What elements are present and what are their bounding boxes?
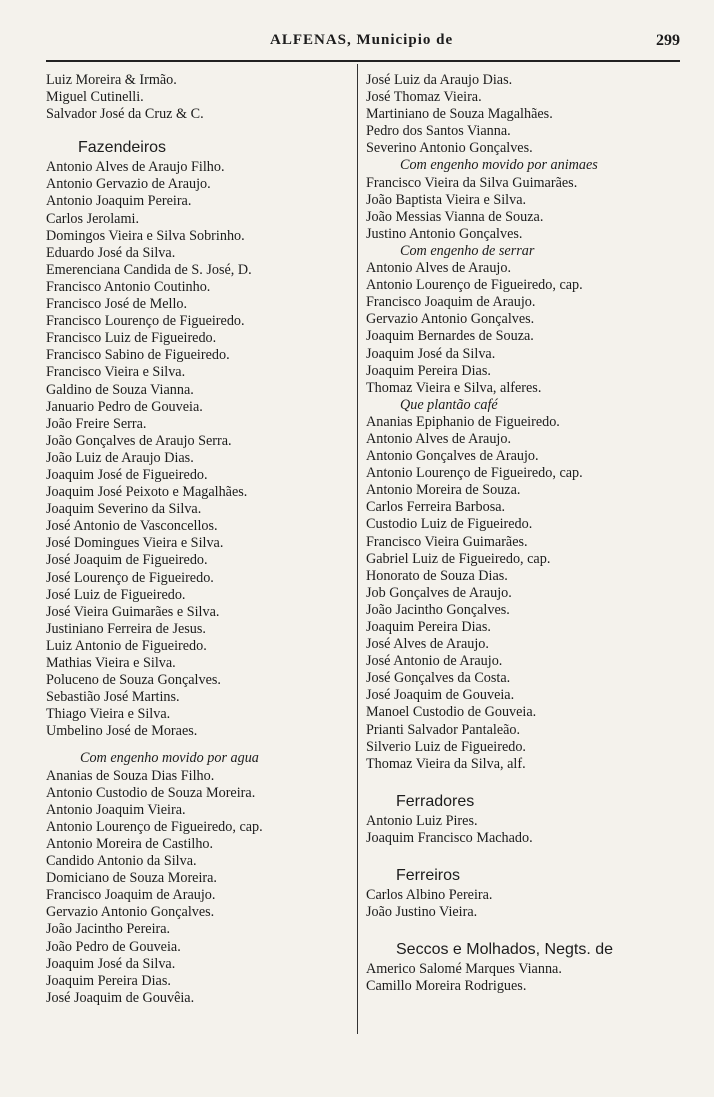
list-entry: Antonio Luiz Pires.	[366, 812, 478, 829]
list-entry: Antonio Alves de Araujo.	[366, 260, 512, 277]
list-entry: Justiniano Ferreira de Jesus.	[46, 620, 206, 637]
list-entry: Francisco Vieira e Silva.	[46, 364, 186, 381]
list-entry: Antonio Lourenço de Figueiredo, cap.	[366, 277, 583, 294]
list-entry: José Luiz de Figueiredo.	[46, 586, 186, 603]
list-entry: Gervazio Antonio Gonçalves.	[366, 311, 535, 328]
list-entry: Francisco Joaquim de Araujo.	[366, 294, 536, 311]
list-entry: José Antonio de Vasconcellos.	[46, 518, 218, 535]
list-entry: Severino Antonio Gonçalves.	[366, 140, 533, 157]
list-entry: Antonio Moreira de Castilho.	[46, 835, 214, 852]
list-entry: Antonio Joaquim Pereira.	[46, 193, 192, 210]
list-entry: Eduardo José da Silva.	[46, 244, 176, 261]
list-entry: Antonio Joaquim Vieira.	[46, 801, 186, 818]
list-entry: Antonio Gervazio de Araujo.	[46, 176, 211, 193]
running-header	[40, 30, 680, 58]
list-entry: Francisco Antonio Coutinho.	[46, 278, 211, 295]
seccos-list	[366, 961, 666, 995]
list-entry: Joaquim Pereira Dias.	[46, 972, 171, 989]
list-entry: Candido Antonio da Silva.	[46, 853, 197, 870]
list-entry: Joaquim Bernardes de Souza.	[366, 328, 534, 345]
list-entry: João Justino Vieira.	[366, 904, 478, 921]
list-entry: José Gonçalves da Costa.	[366, 670, 511, 687]
engenho-animaes-list	[366, 175, 666, 243]
list-entry: José Thomaz Vieira.	[366, 89, 482, 106]
list-entry: Joaquim Severino da Silva.	[46, 501, 202, 518]
list-entry: Prianti Salvador Pantaleão.	[366, 721, 521, 738]
list-entry: João Gonçalves de Araujo Serra.	[46, 432, 232, 449]
right-column	[366, 72, 666, 995]
list-entry: Antonio Alves de Araujo.	[366, 430, 512, 447]
list-entry: Honorato de Souza Dias.	[366, 567, 508, 584]
list-entry: José Joaquim de Gouvêia.	[46, 989, 195, 1006]
list-entry: Carlos Albino Pereira.	[366, 887, 493, 904]
list-entry: Salvador José da Cruz & C.	[46, 106, 204, 123]
section-heading-fazendeiros: Fazendeiros	[78, 139, 167, 157]
fazendeiros-list	[46, 159, 352, 740]
list-entry: José Luiz da Araujo Dias.	[366, 72, 513, 88]
plantao-cafe-list	[366, 414, 666, 773]
list-entry: Joaquim Francisco Machado.	[366, 829, 533, 846]
list-entry: Joaquim Pereira Dias.	[366, 619, 491, 635]
column-divider	[357, 64, 358, 1034]
list-entry: Domiciano de Souza Moreira.	[46, 870, 217, 887]
left-column	[46, 72, 352, 1007]
subheading-plantao-cafe: Que plantão café	[400, 396, 498, 413]
list-entry: Silverio Luiz de Figueiredo.	[366, 738, 526, 755]
list-entry: Poluceno de Souza Gonçalves.	[46, 672, 221, 689]
list-entry: João Jacintho Gonçalves.	[366, 601, 510, 618]
list-entry: Francisco Lourenço de Figueiredo.	[46, 313, 245, 330]
list-entry: Luiz Moreira & Irmão.	[46, 72, 177, 88]
list-entry: Joaquim José da Silva.	[46, 955, 176, 972]
subheading-engenho-agua: Com engenho movido por agua	[80, 750, 259, 767]
engenho-serrar-list	[366, 260, 666, 397]
list-entry: Thomaz Vieira da Silva, alf.	[366, 755, 526, 772]
list-entry: Joaquim José da Silva.	[366, 345, 496, 362]
list-entry: José Lourenço de Figueiredo.	[46, 569, 214, 586]
list-entry: Januario Pedro de Gouveia.	[46, 398, 203, 415]
list-entry: João Luiz de Araujo Dias.	[46, 449, 194, 466]
page-number: 299	[656, 32, 680, 49]
list-entry: Gervazio Antonio Gonçalves.	[46, 904, 215, 921]
list-entry: Custodio Luiz de Figueiredo.	[366, 516, 533, 533]
list-entry: Carlos Ferreira Barbosa.	[366, 499, 506, 516]
list-entry: Francisco Vieira da Silva Guimarães.	[366, 174, 578, 191]
list-entry: Joaquim Pereira Dias.	[366, 362, 491, 379]
list-entry: João Messias Vianna de Souza.	[366, 208, 544, 225]
list-entry: Justino Antonio Gonçalves.	[366, 225, 523, 242]
list-entry: Joaquim José Peixoto e Magalhães.	[46, 484, 248, 501]
list-entry: Antonio Gonçalves de Araujo.	[366, 448, 539, 465]
list-entry: Gabriel Luiz de Figueiredo, cap.	[366, 550, 551, 567]
intro-list	[46, 72, 352, 123]
list-entry: João Pedro de Gouveia.	[46, 938, 181, 955]
section-heading-ferradores: Ferradores	[396, 792, 475, 810]
subheading-engenho-animaes: Com engenho movido por animaes	[400, 157, 598, 174]
list-entry: Francisco Joaquim de Araujo.	[46, 887, 216, 904]
list-entry: Francisco Luiz de Figueiredo.	[46, 330, 217, 347]
list-entry: Domingos Vieira e Silva Sobrinho.	[46, 227, 245, 244]
list-entry: Emerenciana Candida de S. José, D.	[46, 261, 252, 278]
list-entry: José Alves de Araujo.	[366, 636, 489, 653]
list-entry: Antonio Lourenço de Figueiredo, cap.	[366, 465, 583, 482]
list-entry: Thiago Vieira e Silva.	[46, 706, 171, 723]
list-entry: Miguel Cutinelli.	[46, 89, 144, 106]
list-entry: José Vieira Guimarães e Silva.	[46, 603, 220, 620]
list-entry: Ananias Epiphanio de Figueiredo.	[366, 413, 560, 430]
section-heading-ferreiros: Ferreiros	[396, 867, 461, 885]
list-entry: Francisco Vieira Guimarães.	[366, 533, 528, 550]
list-entry: Ananias de Souza Dias Filho.	[46, 767, 215, 784]
ferradores-list	[366, 813, 666, 847]
list-entry: João Freire Serra.	[46, 415, 147, 432]
list-entry: Joaquim José de Figueiredo.	[46, 466, 208, 483]
header-rule	[46, 60, 680, 62]
list-entry: Francisco Sabino de Figueiredo.	[46, 347, 230, 364]
list-entry: Antonio Alves de Araujo Filho.	[46, 159, 225, 176]
list-entry: Thomaz Vieira e Silva, alferes.	[366, 379, 542, 396]
list-entry: Americo Salomé Marques Vianna.	[366, 961, 562, 978]
list-entry: Francisco José de Mello.	[46, 296, 188, 313]
list-entry: João Jacintho Pereira.	[46, 921, 171, 938]
list-entry: Antonio Lourenço de Figueiredo, cap.	[46, 818, 263, 835]
right-intro-list	[366, 72, 666, 157]
list-entry: Manoel Custodio de Gouveia.	[366, 704, 537, 721]
list-entry: Antonio Moreira de Souza.	[366, 482, 521, 499]
list-entry: Camillo Moreira Rodrigues.	[366, 978, 527, 995]
list-entry: Pedro dos Santos Vianna.	[366, 123, 511, 140]
list-entry: José Joaquim de Figueiredo.	[46, 552, 208, 569]
list-entry: Antonio Custodio de Souza Moreira.	[46, 784, 256, 801]
ferreiros-list	[366, 887, 666, 921]
engenho-agua-list	[46, 768, 352, 1007]
list-entry: José Antonio de Araujo.	[366, 653, 503, 670]
list-entry: José Domingues Vieira e Silva.	[46, 535, 224, 552]
list-entry: Galdino de Souza Vianna.	[46, 381, 194, 398]
subheading-engenho-serrar: Com engenho de serrar	[400, 242, 535, 259]
list-entry: Carlos Jerolami.	[46, 210, 139, 227]
list-entry: José Joaquim de Gouveia.	[366, 687, 515, 704]
list-entry: Job Gonçalves de Araujo.	[366, 584, 512, 601]
section-heading-seccos: Seccos e Molhados, Negts. de	[396, 941, 614, 959]
page-title: ALFENAS, Municipio de	[270, 32, 454, 48]
list-entry: Luiz Antonio de Figueiredo.	[46, 637, 207, 654]
list-entry: Mathias Vieira e Silva.	[46, 655, 176, 671]
list-entry: Sebastião José Martins.	[46, 689, 180, 706]
list-entry: Martiniano de Souza Magalhães.	[366, 106, 553, 123]
list-entry: Umbelino José de Moraes.	[46, 723, 198, 740]
list-entry: João Baptista Vieira e Silva.	[366, 191, 527, 208]
